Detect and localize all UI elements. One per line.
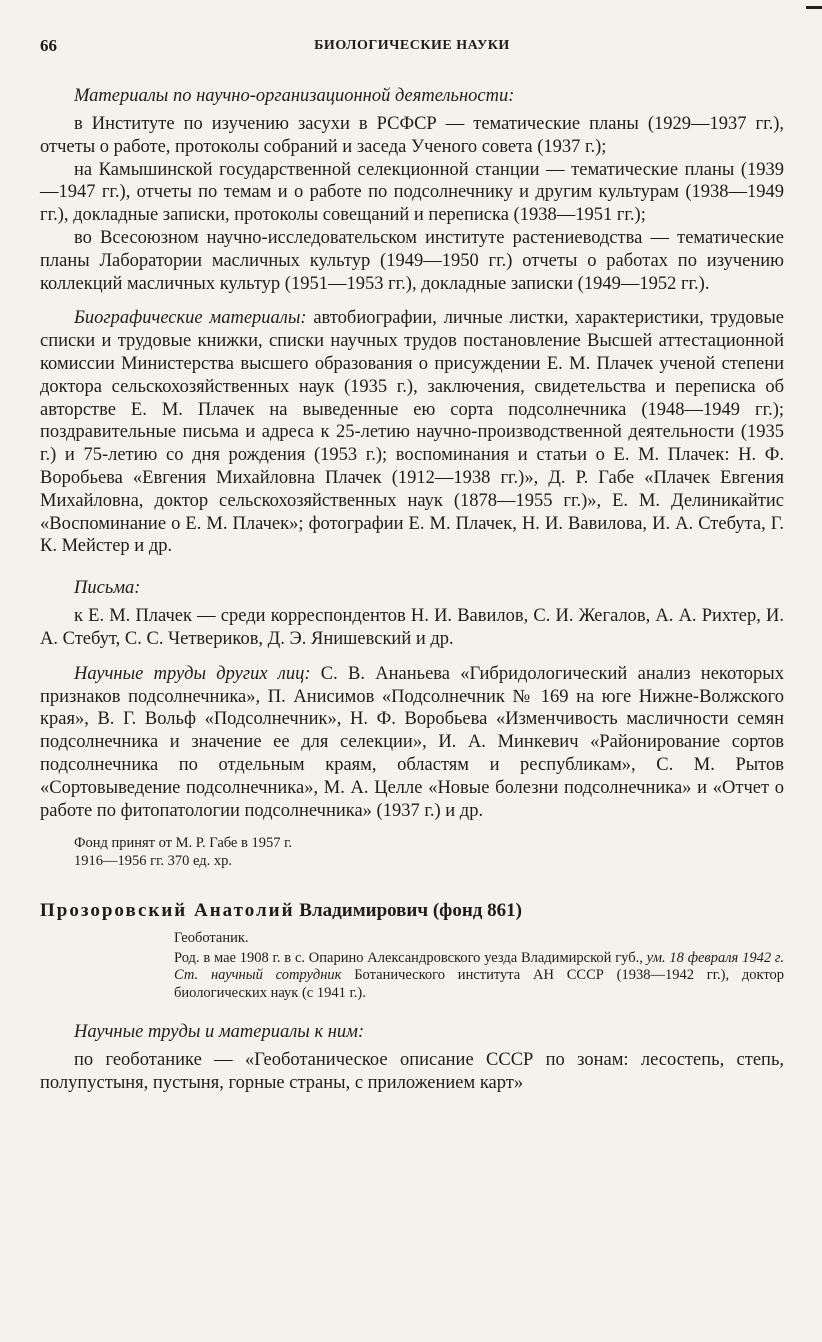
bio-materials-lead: Биографические материалы: <box>74 308 307 329</box>
fund-861-bio-part2: Ботанического института АН СССР (1938—1942 гг.), доктор биологических наук (с 1941 г.). <box>174 967 785 1001</box>
page-header <box>40 30 784 66</box>
fund-861-number: (фонд 861) <box>432 900 522 922</box>
other-works-text: С. В. Ананьева «Гибридологический анализ некоторых признаков подсолнечника», П. Анисимов «Подсолнечник № 169 на юге Нижне-Волжского края», В. Г. Вольф «Подсолнечник», Н. Ф. Воробьева «Изменчивость масличности семян подсолнечника и значение ее для селекции», И. А. Минкевич «Районирование сортов подсолнечника по отдельным краям, областям и республикам», С. М. Рытов «Сортовыведение подсолнечника», М. А. Целле «Новые болезни подсолнечника» и «Отчет о работе по фитопатологии подсолнечника» (1937 г.) и др. <box>40 663 784 821</box>
document-page <box>40 30 784 1095</box>
fund-861-bio-italic: ум. 18 февраля 1942 г. Ст. научный сотрудник <box>174 949 784 984</box>
org-materials-heading: Материалы по научно-организационной деятельности: <box>74 86 515 106</box>
page-number: 66 <box>40 36 57 55</box>
fund-861-bio-part1: Род. в мае 1908 г. в с. Опарино Александровского уезда Владимирской губ., <box>174 949 647 966</box>
fund-861-surname-name: Прозоровский Анатолий <box>40 900 295 922</box>
other-works-paragraph <box>40 663 784 823</box>
fund-note-extent: 1916—1956 гг. 370 ед. хр. <box>74 853 233 870</box>
bio-materials-paragraph <box>40 307 784 558</box>
other-works-lead: Научные труды других лиц: <box>74 663 311 684</box>
bio-materials-text: автобиографии, личные листки, характеристики, трудовые списки и трудовые книжки, списки научных трудов постановление Высшей аттестационной комиссии Министерства высшего образования о присуждении Е. М. Плачек ученой степени доктора сельскохозяйственных наук (1935 г.), заключения, свидетельства и переписка об авторстве Е. М. Плачек на выведенные ею сорта подсолнечника (1948—1949 гг.); поздравительные письма и адреса к 25-летию научно-производственной деятельности (1935 г.) и 75-летию со дня рождения (1953 г.); воспоминания и статьи о Е. М. Плачек: Н. Ф. Воробьева «Евгения Михайловна Плачек (1912—1938 гг.)», Д. Р. Габе «Плачек Евгения Михайловна, доктор сельскохозяйственных наук (1878—1955 гг.)», Е. М. Делиникайтис «Воспоминание о Е. М. Плачек»; фотографии Е. М. Плачек, Н. И. Вавилова, И. А. Стебута, Г. К. Мейстер и др. <box>40 308 784 557</box>
org-item-vir-institute: во Всесоюзном научно-исследовательском институте растениеводства — тематические планы Лаборатории масличных культур (1949—1950 гг.) отчеты о работах по изучению коллекций масличных культур (1951—1953 гг.), докладные записки (1949—1952 гг.). <box>40 227 784 294</box>
fund-861-works-heading: Научные труды и материалы к ним: <box>74 1022 365 1043</box>
fund-861-role: Геоботаник. <box>174 930 249 947</box>
letters-text: к Е. М. Плачек — среди корреспондентов Н. И. Вавилов, С. И. Жегалов, А. А. Рихтер, И. А. Стебут, С. С. Четвериков, Д. Э. Янишевский и др. <box>40 606 784 649</box>
fund-861-works-text: по геоботанике — «Геоботаническое описание СССР по зонам: лесостепь, степь, полупустыня, пустыня, горные страны, с приложением карт» <box>40 1050 784 1094</box>
org-item-institute-drought: в Институте по изучению засухи в РСФСР — тематические планы (1929—1937 гг.), отчеты о работе, протоколы собраний и заседа Ученого совета (1937 г.); <box>40 114 784 157</box>
fund-861-patronymic: Владимирович <box>299 900 429 922</box>
fund-861-bio-text <box>174 950 784 1003</box>
fund-861-bio <box>174 930 784 1002</box>
running-title: БИОЛОГИЧЕСКИЕ НАУКИ <box>314 38 510 53</box>
letters-heading: Письма: <box>74 578 141 599</box>
page-edge-mark <box>806 6 822 9</box>
fund-note <box>74 834 784 870</box>
fund-note-accepted: Фонд принят от М. Р. Габе в 1957 г. <box>74 835 293 852</box>
org-item-kamyshin-station: на Камышинской государственной селекционной станции — тематические планы (1939—1947 гг.), отчеты по темам и о работе по подсолнечнику и другим культурам (1938—1949 гг.), докладные записки, протоколы совещаний и переписка (1938—1951 гг.); <box>40 159 784 226</box>
fund-861-title <box>40 900 784 922</box>
